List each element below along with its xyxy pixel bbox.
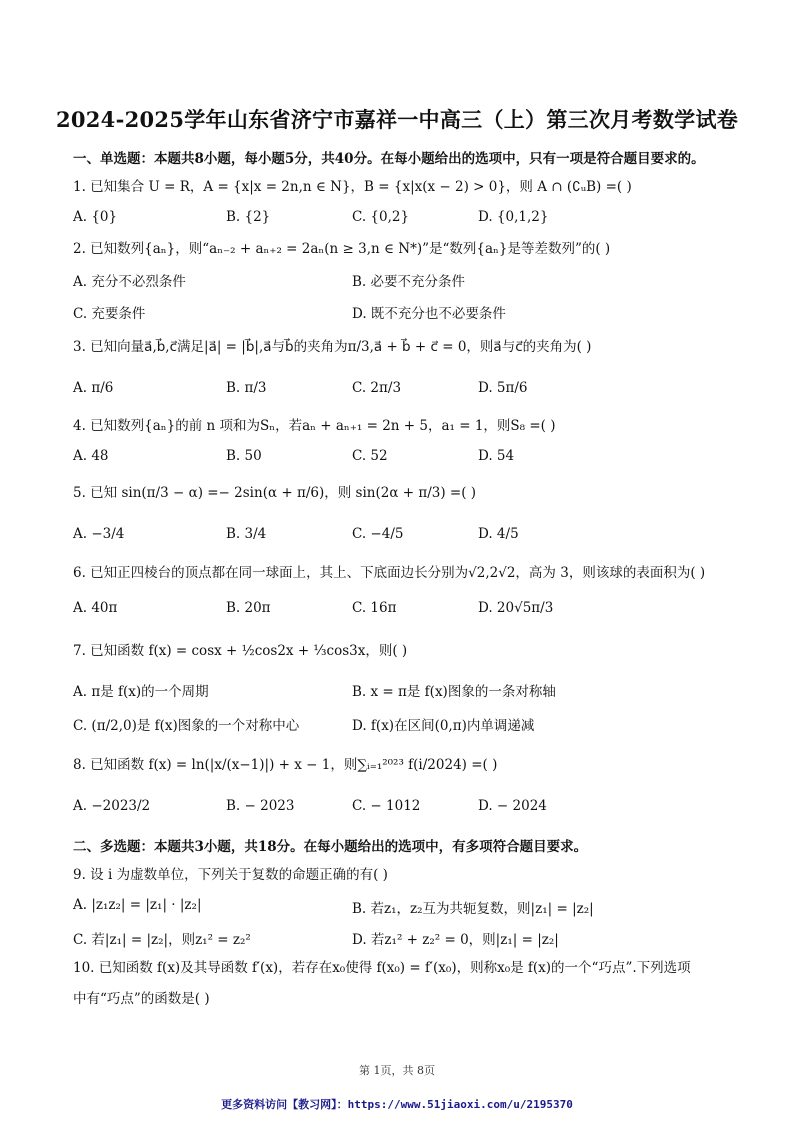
q2-option-b[interactable]: B. 必要不充分条件 <box>352 274 466 290</box>
q4-option-a[interactable]: A. 48 <box>73 448 109 464</box>
q5-option-c[interactable]: C. −4/5 <box>352 526 404 542</box>
question-10-stem: 10. 已知函数 f(x)及其导函数 f′(x)，若存在x₀使得 f(x₀) = f′(x₀)，则称x₀是 f(x)的一个“巧点”.下列选项 <box>73 960 691 976</box>
q8-option-b[interactable]: B. − 2023 <box>226 798 295 814</box>
q5-option-b[interactable]: B. 3/4 <box>226 526 267 542</box>
q6-option-c[interactable]: C. 16π <box>352 600 397 616</box>
question-8-stem: 8. 已知函数 f(x) = ln(|x/(x−1)|) + x − 1，则∑ᵢ₌₁²⁰²³ f(i/2024) =( ) <box>73 757 498 773</box>
q3-option-d[interactable]: D. 5π/6 <box>478 380 528 396</box>
q1-option-c[interactable]: C. {0,2} <box>352 209 410 225</box>
q7-option-b[interactable]: B. x = π是 f(x)图象的一条对称轴 <box>352 684 556 700</box>
section-multi-choice-header: 二、多选题：本题共3小题，共18分。在每小题给出的选项中，有多项符合题目要求。 <box>73 839 588 855</box>
question-2-stem: 2. 已知数列{aₙ}，则“aₙ₋₂ + aₙ₊₂ = 2aₙ(n ≥ 3,n ∈ N*)”是“数列{aₙ}是等差数列”的( ) <box>73 241 611 257</box>
q1-option-b[interactable]: B. {2} <box>226 209 271 225</box>
question-1-stem: 1. 已知集合 U = R，A = {x|x = 2n,n ∈ N}，B = {x|x(x − 2) > 0}，则 A ∩ (∁ᵤB) =( ) <box>73 179 632 195</box>
q5-option-d[interactable]: D. 4/5 <box>478 526 519 542</box>
question-3-stem: 3. 已知向量a⃗,b⃗,c⃗满足|a⃗| = |b⃗|,a⃗与b⃗的夹角为π/3,a⃗ + b⃗ + c⃗ = 0，则a⃗与c⃗的夹角为( ) <box>73 339 592 355</box>
q6-option-a[interactable]: A. 40π <box>73 600 118 616</box>
q7-option-d[interactable]: D. f(x)在区间(0,π)内单调递减 <box>352 718 535 734</box>
exam-title: 2024-2025学年山东省济宁市嘉祥一中高三（上）第三次月考数学试卷 <box>55 107 739 132</box>
q9-option-c[interactable]: C. 若|z₁| = |z₂|，则z₁² = z₂² <box>73 932 251 948</box>
q6-option-b[interactable]: B. 20π <box>226 600 271 616</box>
q8-option-a[interactable]: A. −2023/2 <box>73 798 151 814</box>
question-6-stem: 6. 已知正四棱台的顶点都在同一球面上，其上、下底面边长分别为√2,2√2，高为 3，则该球的表面积为( ) <box>73 565 706 581</box>
q8-option-c[interactable]: C. − 1012 <box>352 798 421 814</box>
resource-link[interactable]: 更多资料访问【教习网】：https://www.51jiaoxi.com/u/2195370 <box>221 1098 573 1111</box>
page-number: 第 1页，共 8页 <box>359 1064 435 1077</box>
q7-option-a[interactable]: A. π是 f(x)的一个周期 <box>73 684 209 700</box>
q3-option-c[interactable]: C. 2π/3 <box>352 380 402 396</box>
q4-option-c[interactable]: C. 52 <box>352 448 388 464</box>
q2-option-c[interactable]: C. 充要条件 <box>73 306 146 322</box>
q4-option-d[interactable]: D. 54 <box>478 448 515 464</box>
q9-option-d[interactable]: D. 若z₁² + z₂² = 0，则|z₁| = |z₂| <box>352 932 559 948</box>
question-9-stem: 9. 设 i 为虚数单位，下列关于复数的命题正确的有( ) <box>73 867 388 883</box>
question-10-stem-continued: 中有“巧点”的函数是( ) <box>73 991 210 1007</box>
q1-option-a[interactable]: A. {0} <box>73 209 118 225</box>
q1-option-d[interactable]: D. {0,1,2} <box>478 209 549 225</box>
q4-option-b[interactable]: B. 50 <box>226 448 262 464</box>
question-7-stem: 7. 已知函数 f(x) = cosx + ½cos2x + ⅓cos3x，则( ) <box>73 643 408 659</box>
question-5-stem: 5. 已知 sin(π/3 − α) =− 2sin(α + π/6)，则 sin(2α + π/3) =( ) <box>73 485 477 501</box>
q2-option-d[interactable]: D. 既不充分也不必要条件 <box>352 306 506 322</box>
q9-option-b[interactable]: B. 若z₁，z₂互为共轭复数，则|z₁| = |z₂| <box>352 901 594 917</box>
q2-option-a[interactable]: A. 充分不必烈条件 <box>73 274 186 290</box>
q5-option-a[interactable]: A. −3/4 <box>73 526 125 542</box>
section-single-choice-header: 一、单选题：本题共8小题，每小题5分，共40分。在每小题给出的选项中，只有一项是符合题目要求的。 <box>73 151 705 167</box>
q6-option-d[interactable]: D. 20√5π/3 <box>478 600 554 616</box>
q7-option-c[interactable]: C. (π/2,0)是 f(x)图象的一个对称中心 <box>73 718 300 734</box>
q3-option-b[interactable]: B. π/3 <box>226 380 267 396</box>
question-4-stem: 4. 已知数列{aₙ}的前 n 项和为Sₙ，若aₙ + aₙ₊₁ = 2n + 5，a₁ = 1，则S₈ =( ) <box>73 418 556 434</box>
q8-option-d[interactable]: D. − 2024 <box>478 798 547 814</box>
q3-option-a[interactable]: A. π/6 <box>73 380 114 396</box>
q9-option-a[interactable]: A. |z₁z₂| = |z₁| · |z₂| <box>73 897 202 913</box>
